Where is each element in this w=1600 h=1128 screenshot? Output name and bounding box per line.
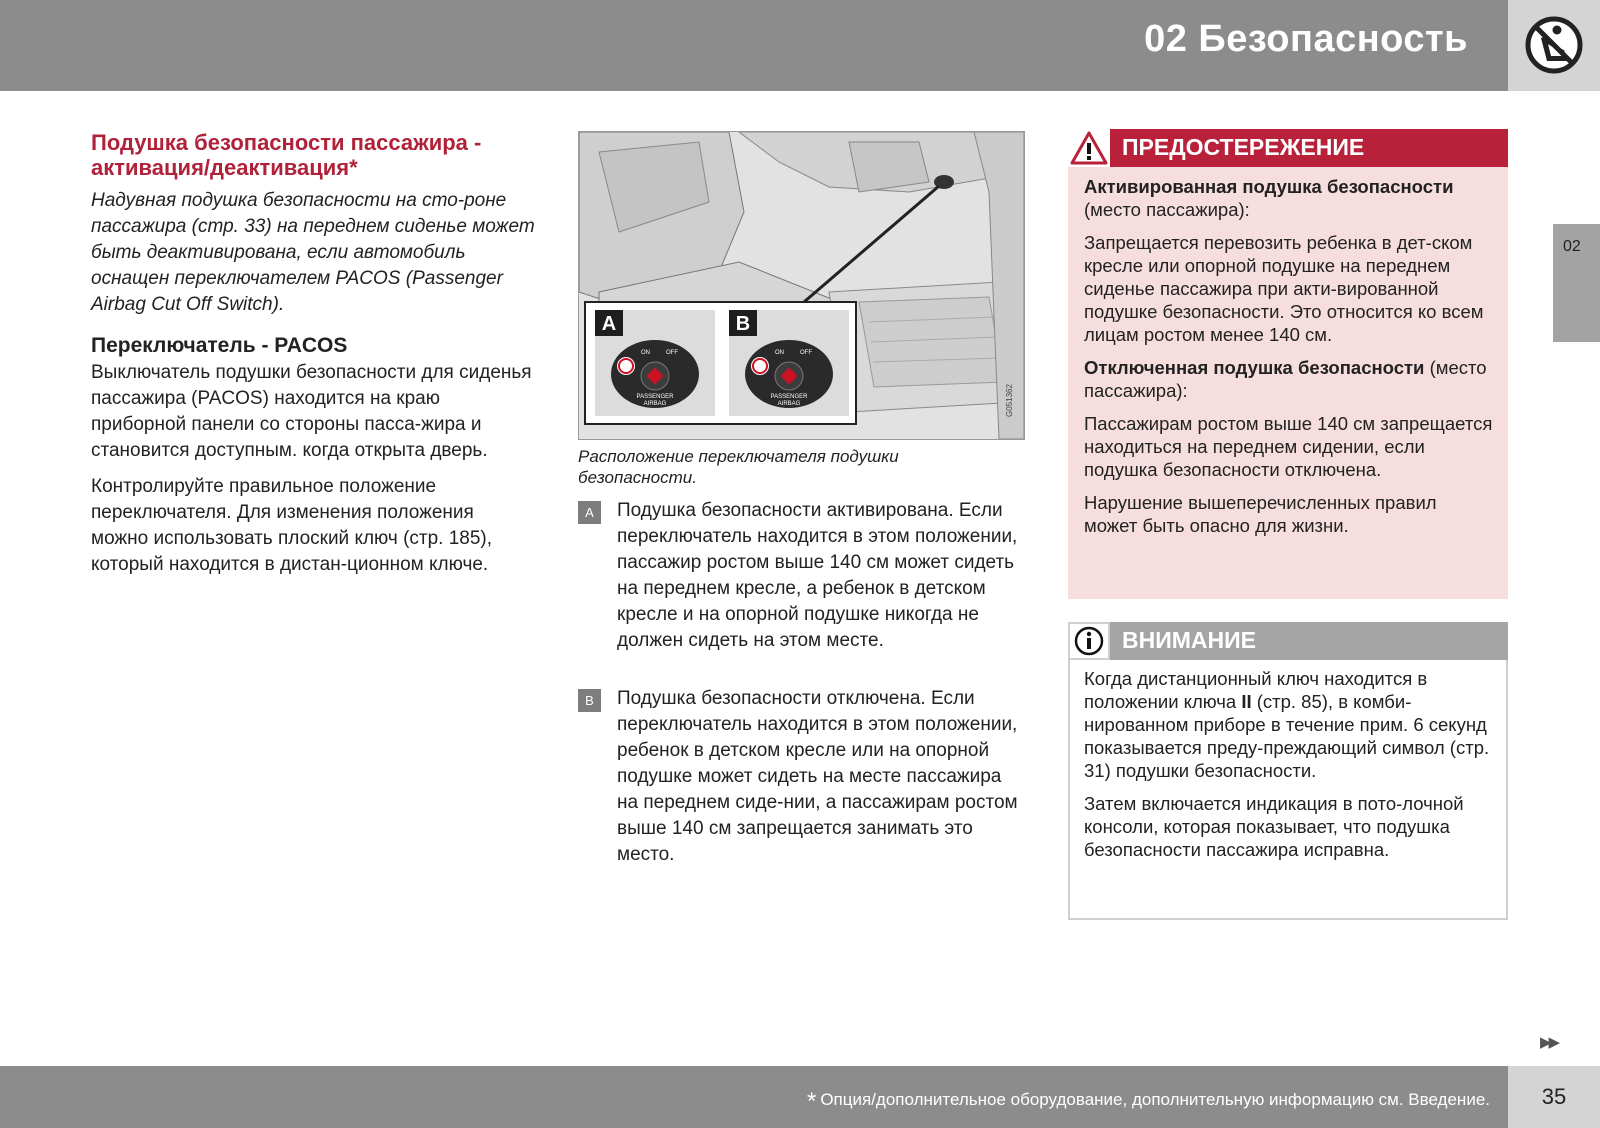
panel-a-off: OFF	[666, 350, 678, 356]
note-p1-b: (стр. 85), в комби-нированном приборе в течение прим. 6 секунд показывается преду-преждающий символ (стр. 31) подушки безопасности.	[1084, 691, 1490, 781]
warning-header	[1068, 129, 1508, 167]
list-item-b	[578, 686, 1023, 868]
footer-note-text: Опция/дополнительное оборудование, дополнительную информацию см. Введение.	[820, 1090, 1490, 1109]
warning-title: ПРЕДОСТЕРЕЖЕНИЕ	[1122, 134, 1365, 160]
warning-p3-bold: Отключенная подушка безопасности	[1084, 357, 1425, 378]
item-b-badge: B	[578, 689, 601, 712]
warning-p1	[1084, 175, 1494, 221]
double-arrow-right-icon[interactable]: ▶▶	[1540, 1034, 1558, 1051]
warning-body	[1084, 175, 1494, 547]
note-icon-box	[1068, 622, 1110, 660]
panel-a-label: A	[601, 313, 617, 335]
note-p1-a: Когда дистанционный ключ находится в положении ключа	[1084, 668, 1428, 712]
note-title: ВНИМАНИЕ	[1122, 627, 1257, 653]
car-interior-drawing	[579, 132, 1024, 439]
warning-p2: Запрещается перевозить ребенка в дет-ском кресле или опорной подушке на переднем сиденье пассажира при акти-вированной подушке безопасности. Это относится ко всем лицам ростом менее 140 см.	[1084, 232, 1484, 345]
page-number: 35	[1541, 1084, 1567, 1109]
warning-p3	[1084, 356, 1494, 402]
warning-triangle-icon	[1068, 129, 1110, 167]
panel-a-text1: PASSENGER	[636, 394, 674, 400]
chapter-side-tab[interactable]	[1553, 224, 1600, 342]
image-code: G051362	[1005, 384, 1014, 417]
panel-b-text2: AIRBAG	[777, 401, 801, 407]
note-p2: Затем включается индикация в пото-лочной консоли, которая показывает, что подушка безопасности пассажира исправна.	[1084, 793, 1464, 860]
info-icon	[1070, 624, 1108, 658]
item-a-badge: A	[578, 501, 601, 524]
chapter-title: 02 Безопасность	[1144, 18, 1468, 60]
item-a-text: Подушка безопасности активирована. Если переключатель находится в этом положении, пассажир ростом выше 140 см может сидеть на переднем кресле, а ребенок в детском кресле и на опорной подушке никогда не должен сидеть на этом месте.	[617, 500, 1018, 651]
list-item-a	[578, 498, 1023, 654]
panel-a-text2: AIRBAG	[643, 401, 667, 407]
paragraph-location: Выключатель подушки безопасности для сиденья пассажира (PACOS) находится на краю приборной панели со стороны пасса-жира и становится доступным. когда открыта дверь.	[91, 362, 532, 461]
seatbelt-warning-icon	[1508, 0, 1600, 91]
warning-icon-box	[1068, 129, 1110, 167]
warning-p1-rest: (место пассажира):	[1084, 199, 1250, 220]
paragraph-control: Контролируйте правильное положение переключателя. Для изменения положения можно использовать плоский ключ (стр. 185), который находится в дистан-ционном ключе.	[91, 476, 493, 575]
intro-text: Надувная подушка безопасности на сто-роне пассажира (стр. 33) на переднем сиденье может быть деактивирована, если автомобиль оснащен переключателем PACOS (Passenger Airbag Cut Off Switch).	[91, 190, 535, 315]
note-p1-bold: II	[1241, 691, 1252, 712]
panel-a-on: ON	[641, 350, 650, 356]
figure-caption: Расположение переключателя подушки безопасности.	[578, 447, 899, 487]
pacos-illustration	[578, 131, 1025, 440]
page-number-box	[1508, 1066, 1600, 1128]
item-b-text: Подушка безопасности отключена. Если переключатель находится в этом положении, ребенок в детском кресле или на опорной подушке может сидеть на месте пассажира на переднем сиде-нии, а пассажирам ростом выше 140 см запрещается занимать это место.	[617, 688, 1018, 865]
panel-b-on: ON	[775, 350, 784, 356]
section-heading-line1: Подушка безопасности пассажира -	[91, 130, 482, 155]
warning-p5: Нарушение вышеперечисленных правил может быть опасно для жизни.	[1084, 492, 1437, 536]
footer-bar	[0, 1066, 1508, 1128]
section-heading	[91, 130, 536, 180]
header-bar	[0, 0, 1508, 91]
warning-p1-bold: Активированная подушка безопасности	[1084, 176, 1454, 197]
subheading-pacos: Переключатель - PACOS	[91, 334, 348, 357]
footer-note	[807, 1088, 1490, 1116]
section-heading-line2: активация/деактивация*	[91, 155, 358, 180]
note-header	[1068, 622, 1508, 660]
side-tab-label: 02	[1563, 238, 1581, 255]
header-icon-box	[1508, 0, 1600, 91]
footer-star: *	[806, 1088, 817, 1115]
left-column	[91, 130, 536, 588]
panel-b-text1: PASSENGER	[770, 394, 808, 400]
panel-b-off: OFF	[800, 350, 812, 356]
note-p1	[1084, 667, 1494, 782]
warning-p3-rest: (место пассажира):	[1084, 357, 1487, 401]
warning-p4: Пассажирам ростом выше 140 см запрещается находиться на переднем сидении, если подушка безопасности отключена.	[1084, 413, 1493, 480]
note-body	[1084, 667, 1494, 871]
panel-b-label: B	[735, 313, 751, 335]
